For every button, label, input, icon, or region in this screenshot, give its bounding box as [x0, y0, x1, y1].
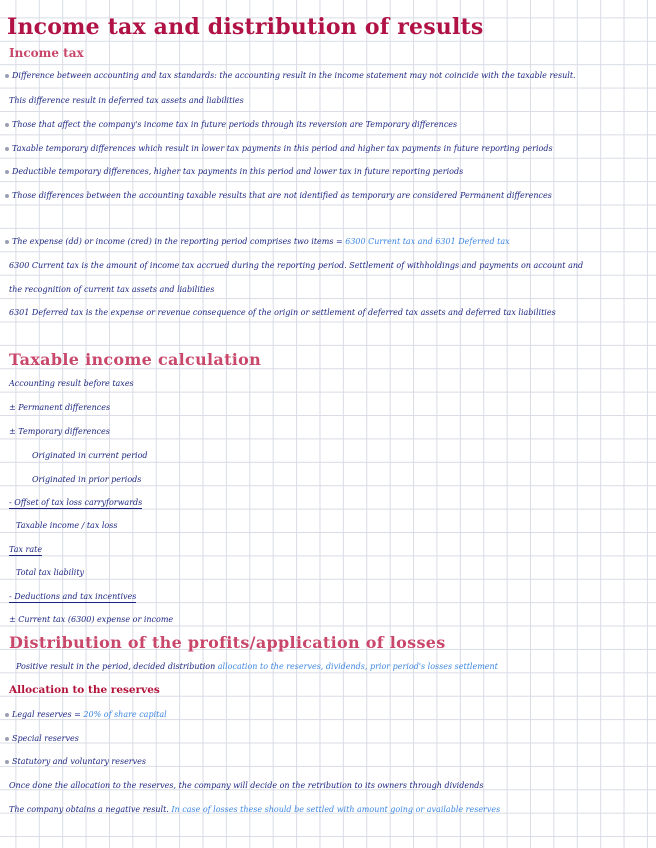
calc-row: Accounting result before taxes	[9, 379, 134, 388]
bullet-icon	[5, 147, 9, 151]
bullet-icon	[5, 737, 9, 741]
distribution-heading: Distribution of the profits/application of losses	[9, 633, 446, 652]
calc-row: Originated in prior periods	[32, 475, 142, 484]
current-tax-line: 6300 Current tax is the amount of income tax accrued during the reporting period. Settlement of withholdings and payments on account and	[9, 261, 584, 270]
list-item: Special reserves	[5, 734, 79, 743]
calc-row: ± Temporary differences	[9, 427, 110, 436]
bullet-icon	[5, 74, 9, 78]
page-title: Income tax and distribution of results	[7, 14, 484, 40]
list-item: Statutory and voluntary reserves	[5, 757, 146, 766]
calc-row: ± Permanent differences	[9, 403, 111, 412]
calc-row: ± Current tax (6300) expense or income	[9, 615, 174, 624]
list-item: This difference result in deferred tax assets and liabilities	[9, 96, 244, 105]
calc-row: Originated in current period	[32, 451, 148, 460]
list-item: Taxable temporary differences which result in lower tax payments in this period and higher tax payments in future reporting periods	[5, 144, 553, 153]
list-item: Those differences between the accounting taxable results that are not identified as temporary are considered Permanent differences	[5, 191, 552, 200]
once-done-line: Once done the allocation to the reserves, the company will decide on the retribution to its owners through dividends	[9, 781, 484, 790]
current-tax-line: the recognition of current tax assets and liabilities	[9, 285, 215, 294]
calc-row: Total tax liability	[16, 568, 85, 577]
bullet-icon	[5, 713, 9, 717]
calc-row: Taxable income / tax loss	[16, 521, 118, 530]
expense-line: The expense (dd) or income (cred) in the reporting period comprises two items = 6300 Current tax and 6301 Deferred tax	[5, 237, 510, 246]
list-item: Difference between accounting and tax standards: the accounting result in the income statement may not coincide with the taxable result.	[5, 71, 576, 80]
bullet-icon	[5, 760, 9, 764]
taxable-income-heading: Taxable income calculation	[9, 350, 262, 369]
calc-row: - Offset of tax loss carryforwards	[9, 498, 143, 507]
bullet-icon	[5, 123, 9, 127]
list-item: Deductible temporary differences, higher tax payments in this period and lower tax in future reporting periods	[5, 167, 463, 176]
negative-result-line: The company obtains a negative result. In case of losses these should be settled with amount going or available reserves	[9, 805, 501, 814]
deferred-tax-line: 6301 Deferred tax is the expense or revenue consequence of the origin or settlement of deferred tax assets and deferred tax liabilities	[9, 308, 556, 317]
income-tax-heading: Income tax	[9, 46, 84, 60]
reserves-heading: Allocation to the reserves	[9, 684, 160, 696]
calc-row: - Deductions and tax incentives	[9, 592, 137, 601]
list-item: Those that affect the company's income tax in future periods through its reversion are Temporary differences	[5, 120, 457, 129]
distribution-intro: Positive result in the period, decided distribution allocation to the reserves, dividends, prior period's losses settlement	[16, 662, 498, 671]
bullet-icon	[5, 194, 9, 198]
bullet-icon	[5, 240, 9, 244]
calc-row: Tax rate	[9, 545, 43, 554]
list-item: Legal reserves = 20% of share capital	[5, 710, 167, 719]
bullet-icon	[5, 170, 9, 174]
